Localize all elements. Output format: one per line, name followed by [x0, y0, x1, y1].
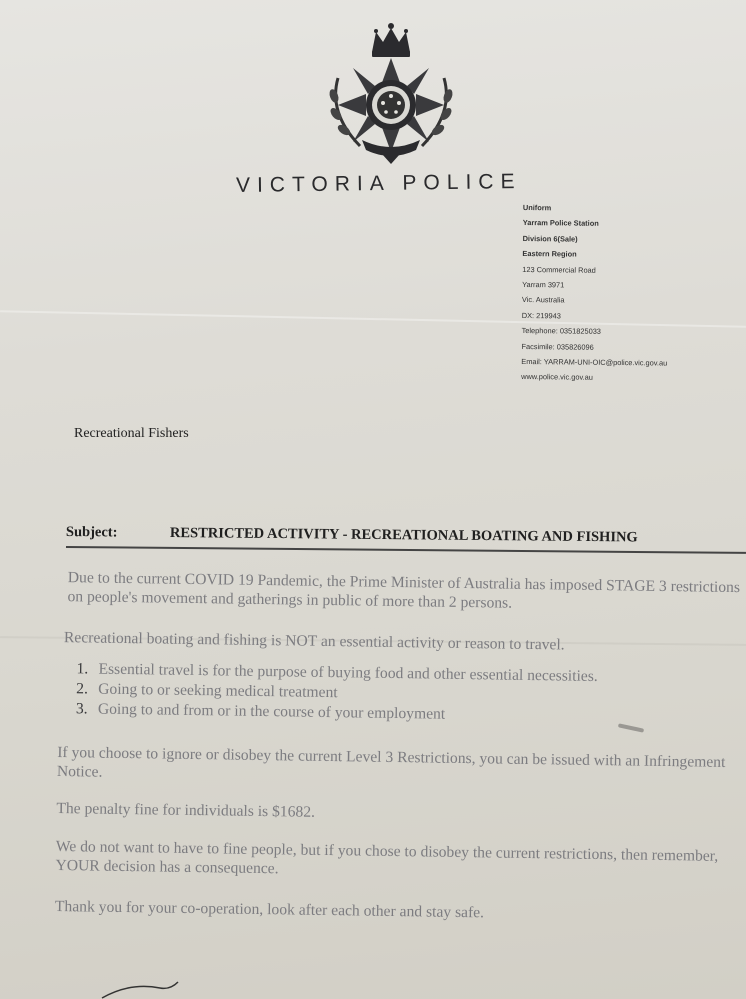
- victoria-police-crest-icon: [320, 18, 462, 164]
- list-item-text: Essential travel is for the purpose of buying food and other essential necessities.: [98, 660, 598, 685]
- recipient-line: Recreational Fishers: [74, 426, 189, 441]
- subject-divider: [66, 546, 746, 553]
- body-paragraph: Recreational boating and fishing is NOT an essential activity or reason to travel.: [63, 629, 565, 654]
- subject-label: Subject:: [65, 524, 118, 541]
- list-item-text: Going to or seeking medical treatment: [98, 680, 338, 702]
- address-line: 123 Commercial Road: [522, 264, 596, 275]
- list-item-number: 1.: [76, 660, 89, 678]
- email-line: Email: YARRAM-UNI-OIC@police.vic.gov.au: [521, 357, 668, 368]
- address-line: Eastern Region: [522, 249, 577, 259]
- organization-name: VICTORIA POLICE: [235, 170, 522, 197]
- letter-body: [55, 568, 746, 926]
- website-line: www.police.vic.gov.au: [521, 372, 593, 383]
- pen-mark-icon: [100, 978, 180, 999]
- subject-line: [66, 524, 742, 547]
- body-paragraph: Due to the current COVID 19 Pandemic, the Prime Minister of Australia has imposed STAGE 3 restrictions on people's movement and gatherings in public of more than 2 persons.: [67, 569, 741, 612]
- address-line: Vic. Australia: [521, 295, 565, 305]
- body-paragraph: We do not want to have to fine people, but if you chose to disobey the current restrictions, then remember, YOUR decision has a consequence.: [55, 837, 719, 878]
- body-paragraph: If you choose to ignore or disobey the current Level 3 Restrictions, you can be issued with an Infringement Notice.: [56, 743, 726, 781]
- list-item-text: Going to and from or in the course of your employment: [97, 700, 446, 723]
- facsimile-line: Facsimile: 035826096: [521, 341, 594, 352]
- telephone-line: Telephone: 0351825033: [521, 326, 602, 337]
- penalty-paragraph: The penalty fine for individuals is $1682.: [56, 799, 316, 821]
- list-item-number: 3.: [75, 700, 88, 718]
- station-address-block: [521, 200, 669, 386]
- essential-travel-list: [58, 659, 745, 729]
- address-line: Division 6(Sale): [522, 233, 578, 244]
- closing-paragraph: Thank you for your co-operation, look after each other and stay safe.: [54, 897, 485, 922]
- subject-text: RESTRICTED ACTIVITY - RECREATIONAL BOATING AND FISHING: [169, 524, 638, 546]
- address-line: Yarram Police Station: [522, 218, 599, 229]
- address-line: Yarram 3971: [522, 280, 565, 290]
- address-line: DX: 219943: [521, 310, 561, 321]
- list-item-number: 2.: [76, 680, 89, 698]
- address-line: Uniform: [522, 202, 552, 213]
